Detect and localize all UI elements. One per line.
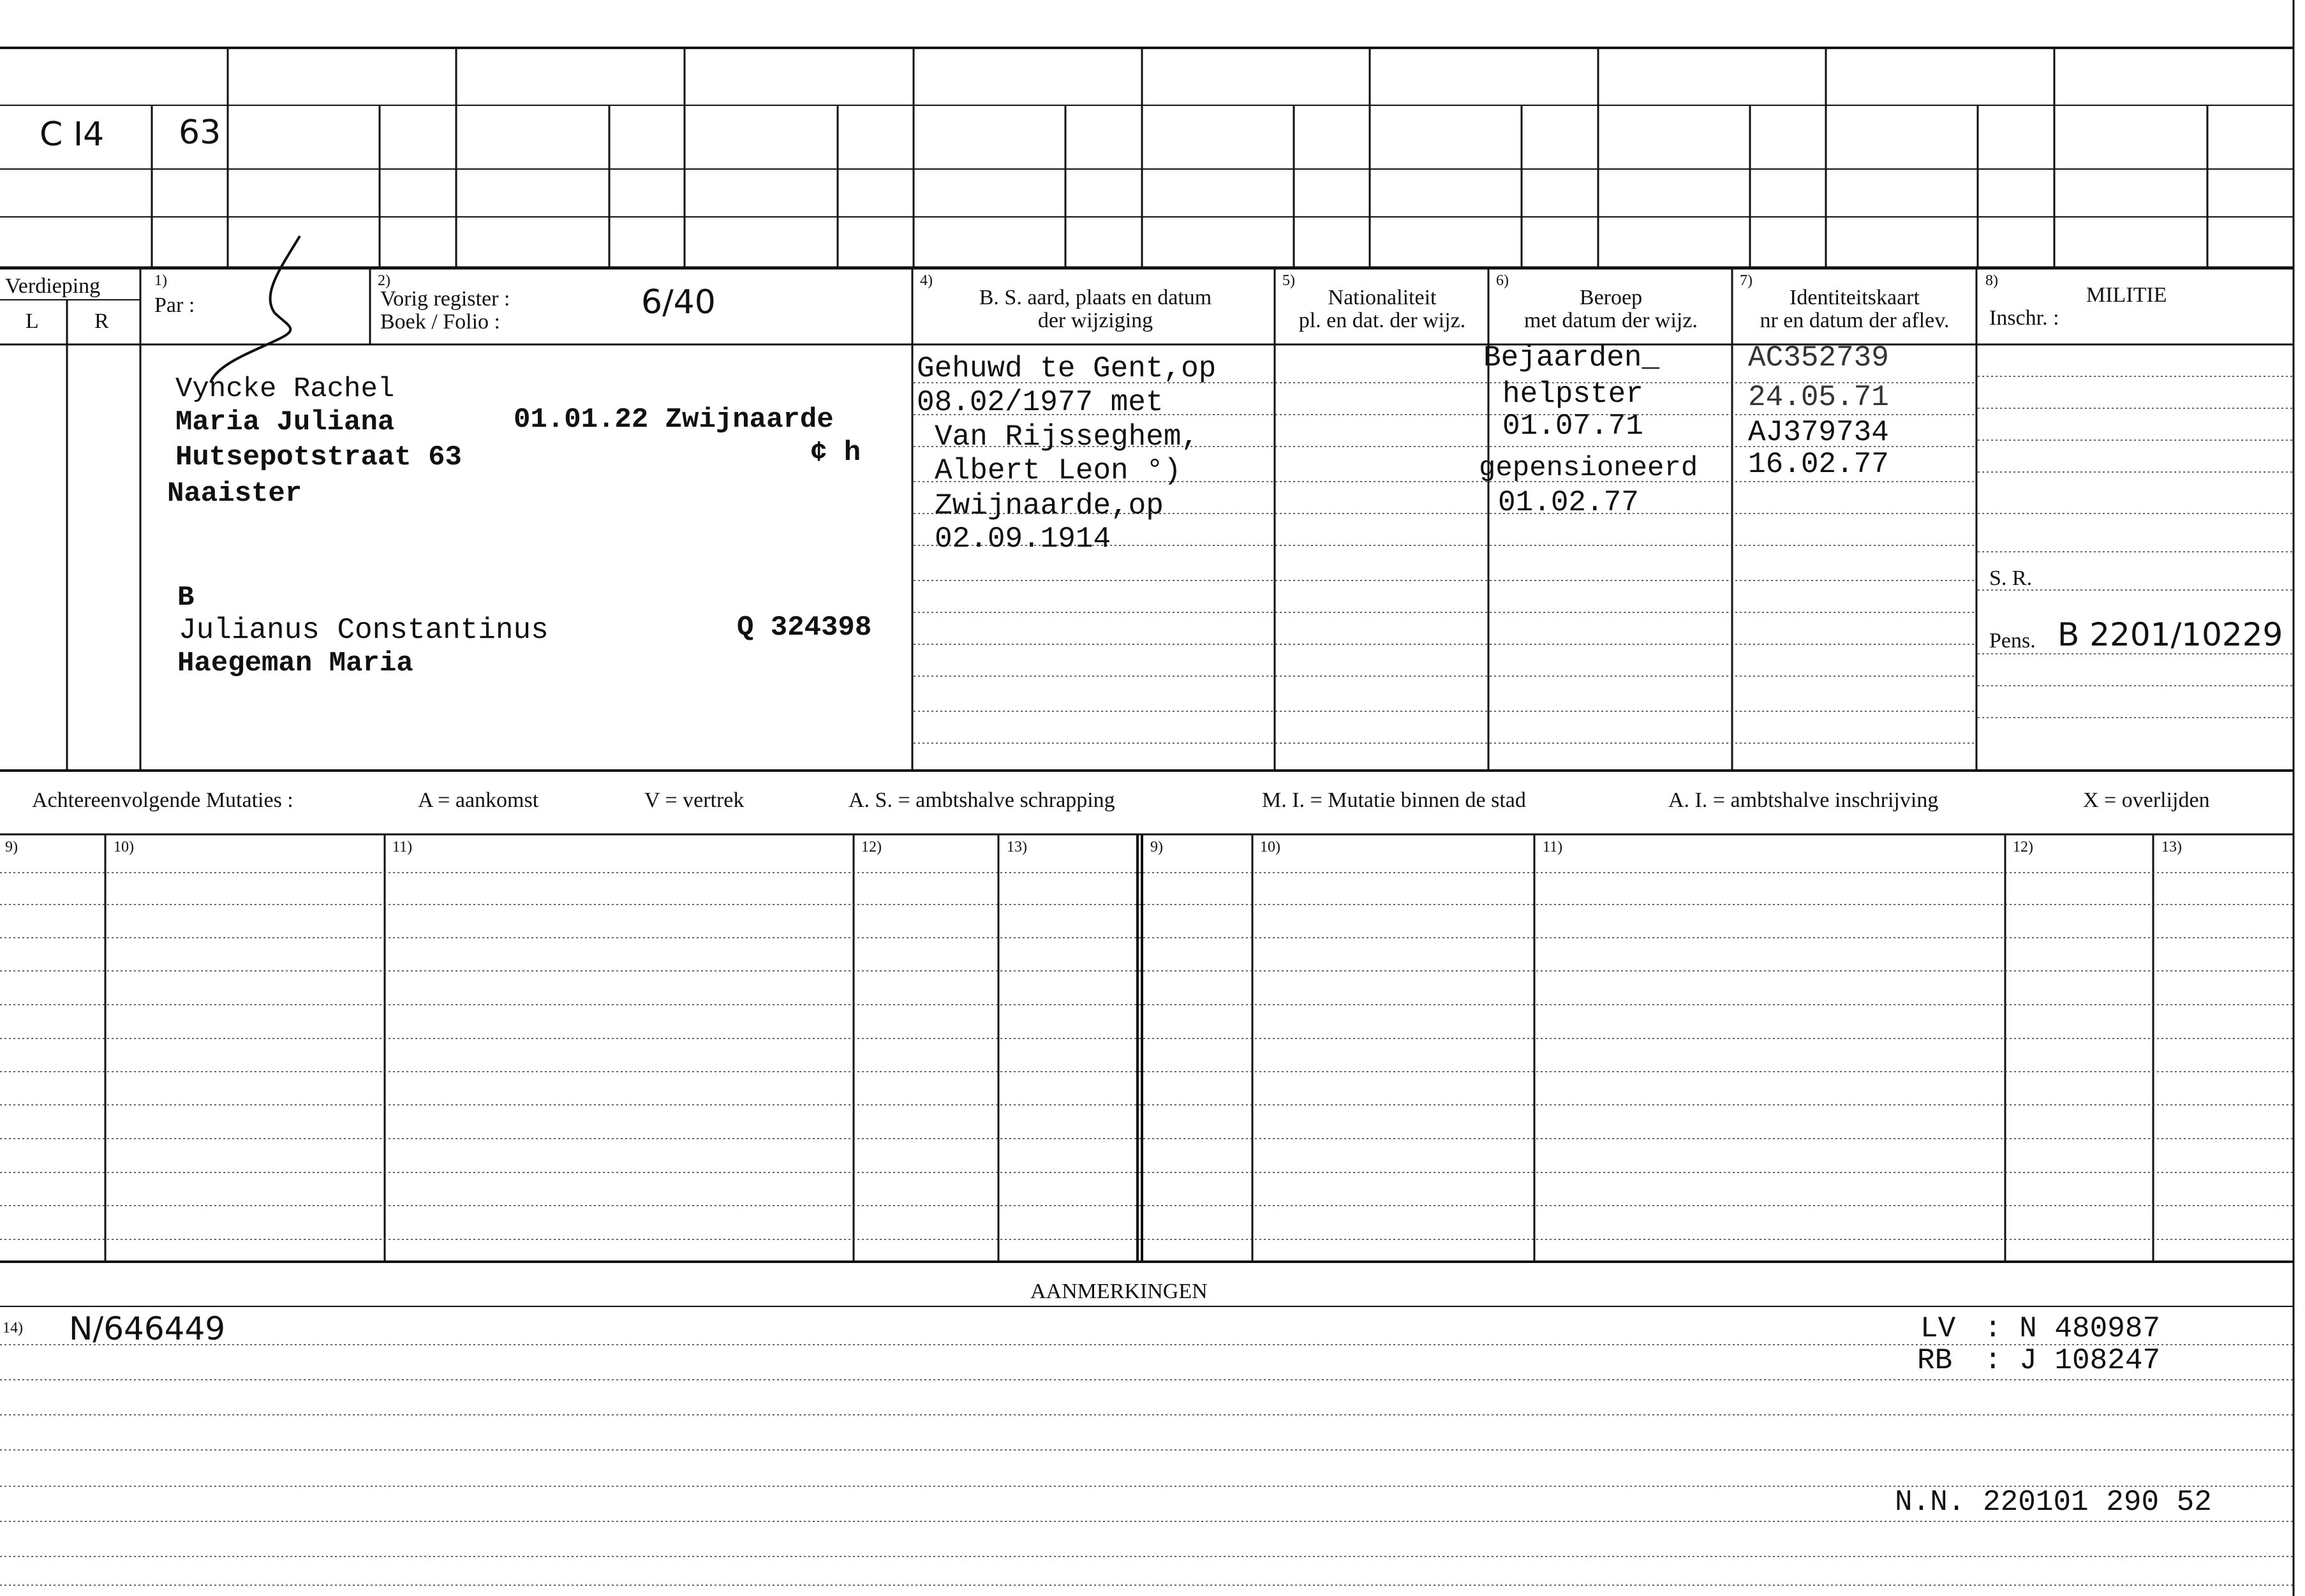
- beroep-line1: Bejaarden_: [1483, 341, 1660, 374]
- civil-status-line3: Van Rijsseghem,: [935, 420, 1199, 454]
- mut-left-col9: 9): [5, 839, 18, 855]
- mut-right-col11: 11): [1543, 839, 1563, 855]
- mutatie-legend-schrapping: A. S. = ambtshalve schrapping: [849, 788, 1115, 812]
- beroep-line4: gepensioneerd: [1479, 452, 1698, 484]
- identiteit-header-line2: nr en datum der aflev.: [1760, 309, 1950, 332]
- civil-status-line2: 08.02/1977 met: [917, 386, 1164, 419]
- mother-name: Haegeman Maria: [177, 647, 413, 679]
- beroep-line5: 01.02.77: [1498, 486, 1639, 519]
- mut-left-col12: 12): [861, 839, 882, 855]
- national-number: N.N. 220101 290 52: [1895, 1486, 2212, 1519]
- id-card-2-number: AJ379734: [1748, 416, 1889, 449]
- aanmerkingen-title: AANMERKINGEN: [1030, 1280, 1208, 1303]
- person-address: Hutsepotstraat 63: [175, 441, 462, 473]
- beroep-line3: 01.07.71: [1502, 410, 1643, 443]
- parents-label: B: [177, 582, 195, 614]
- mut-right-col9: 9): [1150, 839, 1163, 855]
- person-marks: ¢ h: [810, 437, 861, 469]
- civil-status-line6: 02.09.1914: [935, 522, 1111, 556]
- col8-number: 8): [1985, 272, 1998, 289]
- mutatie-legend-binnen-stad: M. I. = Mutatie binnen de stad: [1262, 788, 1526, 812]
- mut-left-col13: 13): [1007, 839, 1027, 855]
- lv-label: LV: [1920, 1312, 1956, 1345]
- person-birth: 01.01.22 Zwijnaarde: [514, 404, 834, 436]
- father-name: Julianus Constantinus: [179, 614, 549, 647]
- mutaties-label: Achtereenvolgende Mutaties :: [32, 788, 293, 812]
- archive-code: C I4: [40, 115, 105, 154]
- col2-number: 2): [378, 272, 390, 289]
- verdieping-r-header: R: [94, 309, 109, 333]
- col7-number: 7): [1740, 272, 1753, 289]
- aanmerkingen-number: 14): [3, 1320, 23, 1336]
- beroep-line2: helpster: [1502, 378, 1643, 411]
- id-card-2-date: 16.02.77: [1748, 448, 1889, 481]
- verdieping-l-header: L: [26, 309, 39, 333]
- nationaliteit-header-line2: pl. en dat. der wijz.: [1298, 309, 1466, 332]
- col6-number: 6): [1496, 272, 1509, 289]
- col5-number: 5): [1282, 272, 1295, 289]
- beroep-header-line1: Beroep: [1579, 286, 1643, 309]
- person-occupation: Naaister: [167, 478, 302, 510]
- col4-number: 4): [920, 272, 933, 289]
- vorig-register-label: Vorig register :: [380, 287, 510, 311]
- mut-right-col12: 12): [2013, 839, 2033, 855]
- mutatie-legend-aankomst: A = aankomst: [418, 788, 539, 812]
- lv-value: : N 480987: [1984, 1312, 2161, 1345]
- person-name-line1: Vyncke Rachel: [175, 373, 395, 405]
- militie-header: MILITIE: [2086, 283, 2167, 307]
- mutatie-legend-overlijden: X = overlijden: [2083, 788, 2210, 812]
- mut-right-col13: 13): [2161, 839, 2182, 855]
- id-card-1-date: 24.05.71: [1748, 381, 1889, 414]
- civil-status-line5: Zwijnaarde,op: [935, 489, 1164, 522]
- civil-status-line4: Albert Leon °): [935, 454, 1182, 487]
- rb-label: RB: [1917, 1344, 1953, 1377]
- beroep-header-line2: met datum der wijz.: [1524, 309, 1698, 332]
- mut-right-col10: 10): [1260, 839, 1280, 855]
- verdieping-header: Verdieping: [5, 274, 101, 298]
- bs-header-line2: der wijziging: [1037, 309, 1153, 332]
- aanmerkingen-code: N/646449: [69, 1310, 226, 1347]
- col1-number: 1): [154, 272, 167, 289]
- person-name-line2: Maria Juliana: [175, 406, 395, 438]
- boek-folio-label: Boek / Folio :: [380, 310, 500, 334]
- sr-label: S. R.: [1989, 566, 2033, 590]
- par-label: Par :: [154, 293, 195, 317]
- mutatie-legend-inschrijving: A. I. = ambtshalve inschrijving: [1668, 788, 1939, 812]
- nationaliteit-header-line1: Nationaliteit: [1328, 286, 1437, 309]
- identiteit-header-line1: Identiteitskaart: [1790, 286, 1920, 309]
- bs-header-line1: B. S. aard, plaats en datum: [979, 286, 1212, 309]
- mut-left-col11: 11): [392, 839, 413, 855]
- mut-left-col10: 10): [114, 839, 134, 855]
- father-code: Q 324398: [737, 612, 872, 644]
- pens-label: Pens.: [1989, 629, 2036, 653]
- mutatie-legend-vertrek: V = vertrek: [644, 788, 745, 812]
- rb-value: : J 108247: [1984, 1344, 2161, 1377]
- id-card-1-number: AC352739: [1748, 341, 1889, 374]
- civil-status-line1: Gehuwd te Gent,op: [917, 352, 1217, 385]
- pens-value: B 2201/10229: [2057, 616, 2283, 653]
- vorig-register-value: 6/40: [641, 283, 716, 321]
- archive-number: 63: [179, 114, 221, 152]
- inschr-label: Inschr. :: [1989, 306, 2059, 330]
